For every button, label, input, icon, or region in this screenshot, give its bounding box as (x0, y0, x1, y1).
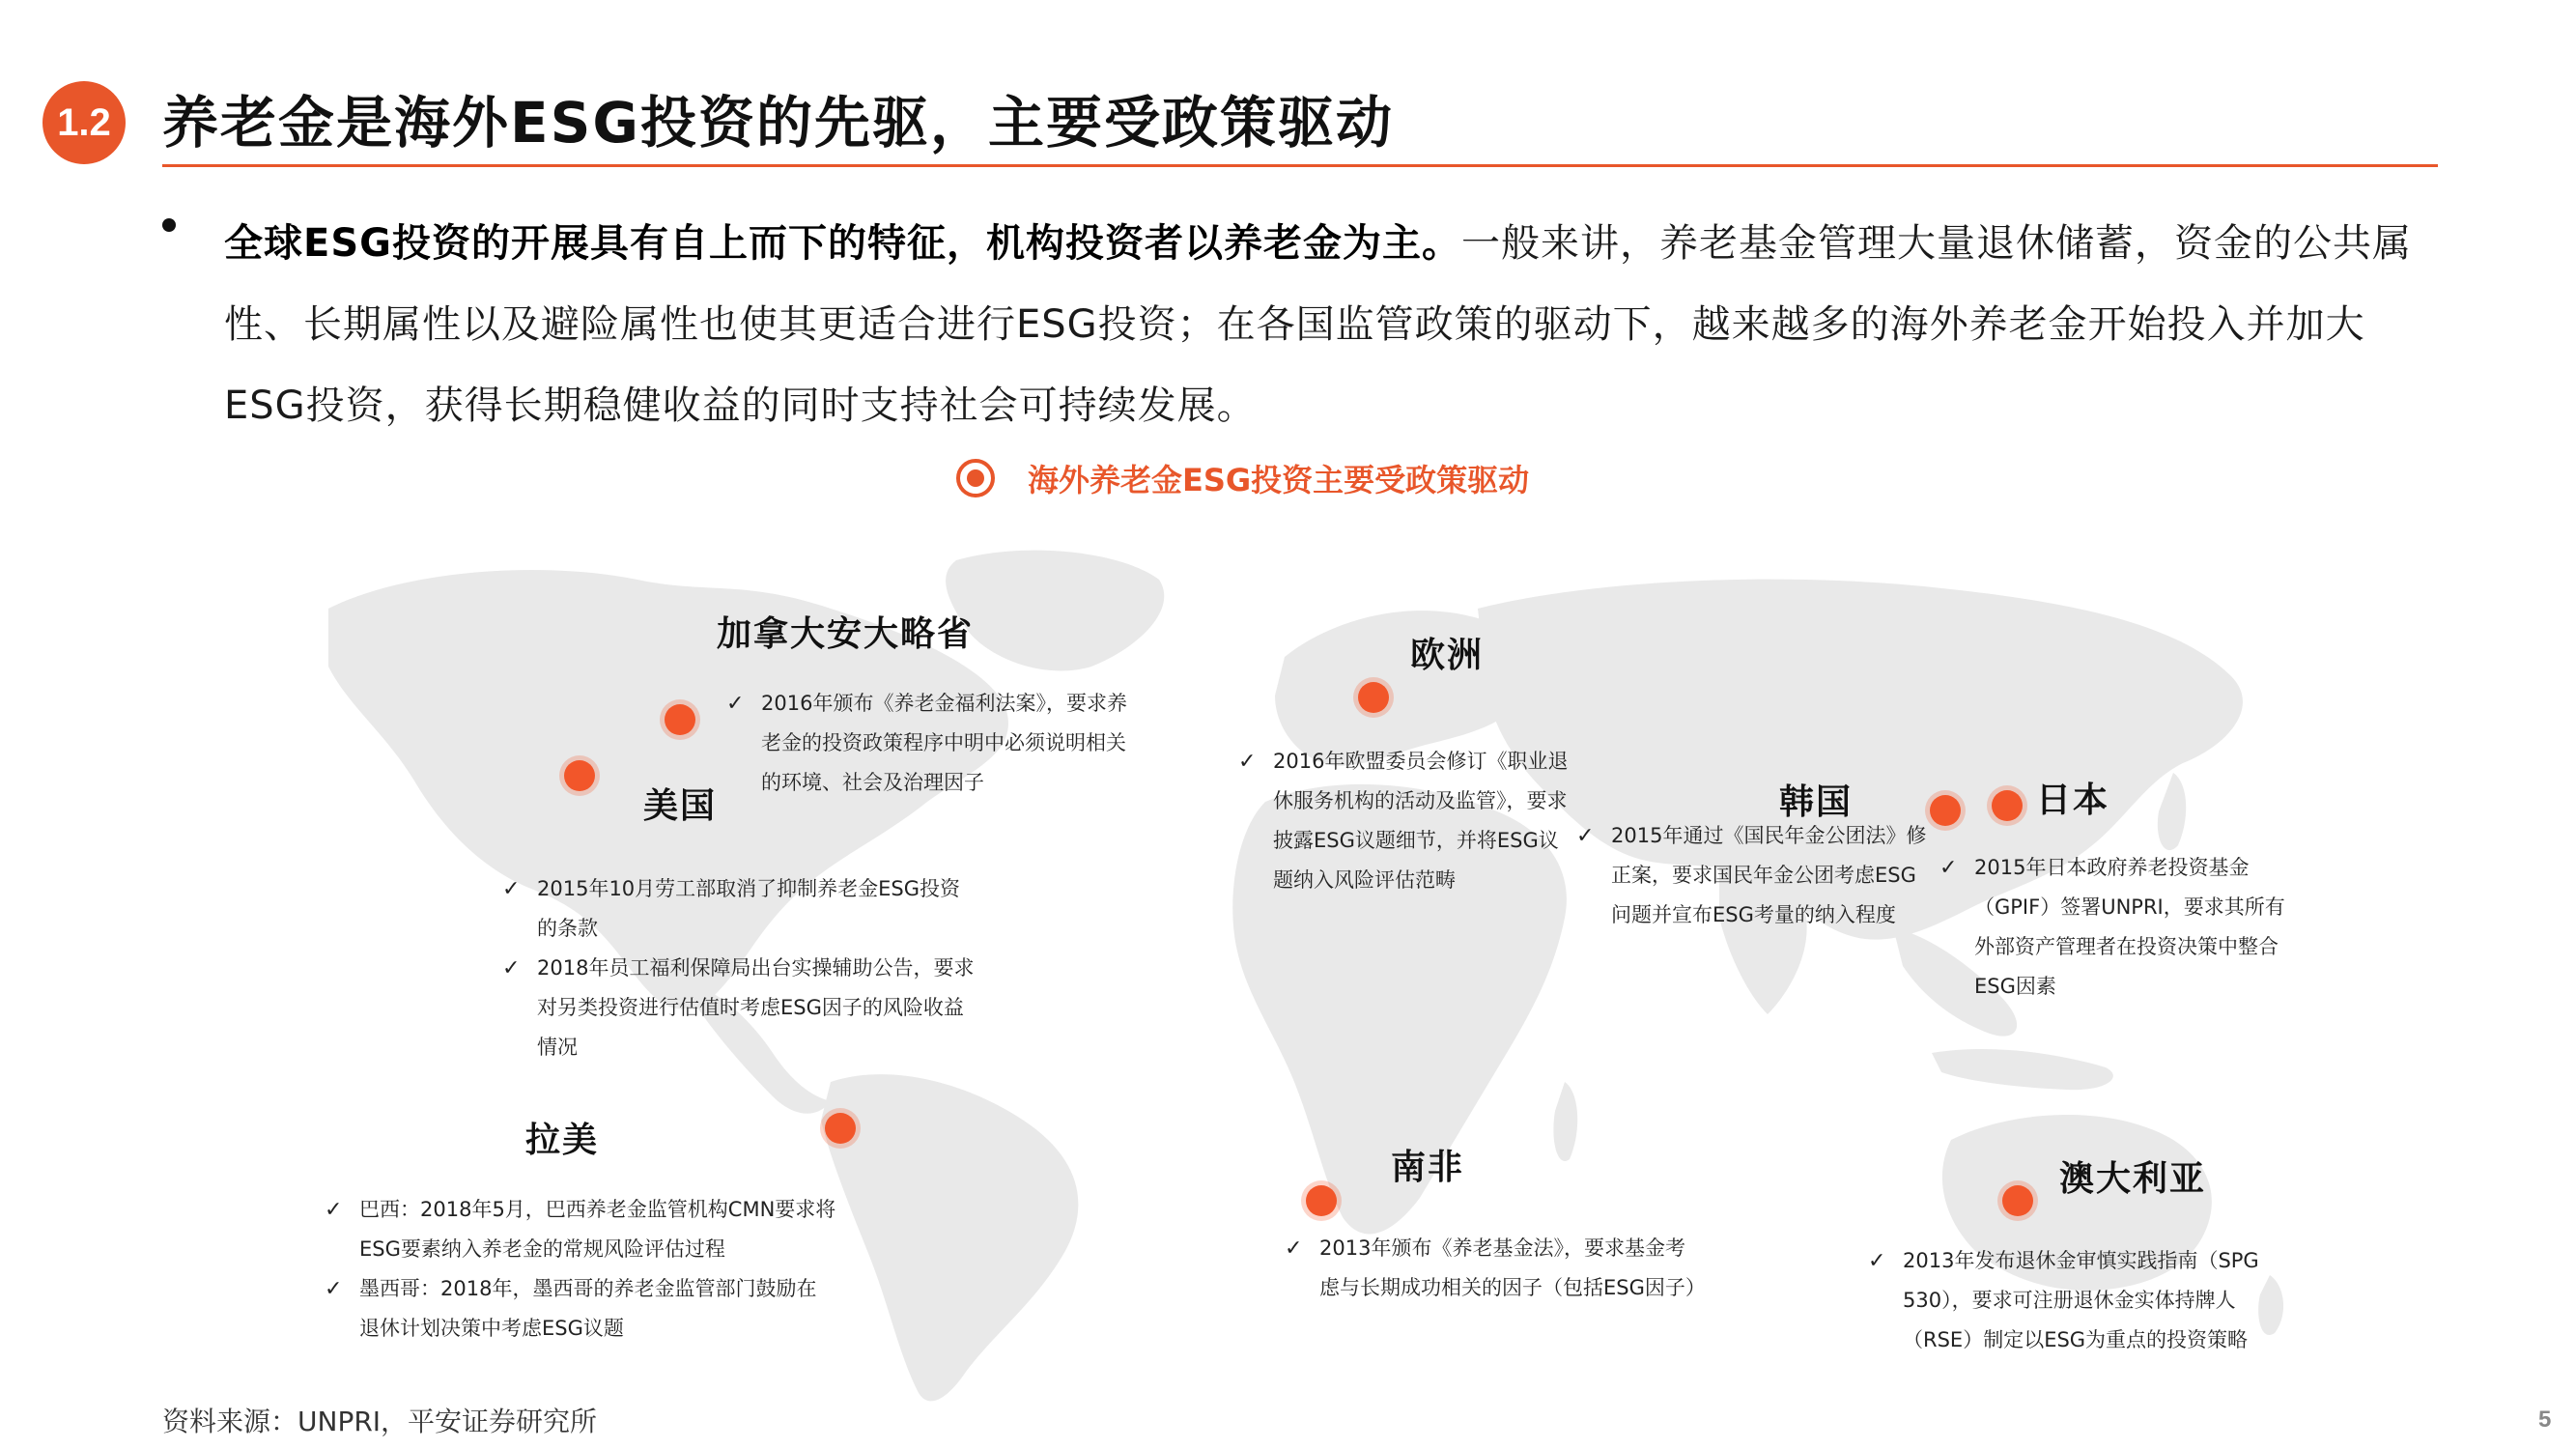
note-item (1939, 848, 2287, 1007)
section-number-badge: 1.2 (42, 81, 126, 164)
bullet-icon (162, 218, 176, 232)
note-item (325, 1190, 836, 1269)
latam-marker (825, 1113, 856, 1144)
south-africa-marker (1306, 1185, 1337, 1216)
notes-usa (502, 869, 976, 1067)
check-icon: ✓ (325, 1277, 343, 1301)
page-number: 5 (2538, 1406, 2552, 1433)
europe-marker (1358, 682, 1389, 713)
usa-marker (564, 760, 595, 791)
check-icon: ✓ (1939, 856, 1958, 880)
region-name-usa: 美国 (643, 786, 718, 826)
note-text: 2013年发布退休金审慎实践指南（SPG 530），要求可注册退休金实体持牌人（RSE）制定以ESG为重点的投资策略 (1903, 1249, 2259, 1351)
notes-latam (325, 1190, 836, 1349)
greenland-shape (946, 551, 1164, 671)
notes-south-africa (1285, 1229, 1706, 1308)
note-item (726, 684, 1132, 803)
note-text: 2015年通过《国民年金公团法》修正案，要求国民年金公团考虑ESG问题并宣布ESG考量的纳入程度 (1611, 824, 1927, 926)
title-divider (162, 164, 2438, 167)
intro-bold-text: 全球ESG投资的开展具有自上而下的特征，机构投资者以养老金为主。 (224, 221, 1461, 266)
japan-shape (2158, 773, 2186, 850)
notes-japan (1939, 848, 2287, 1007)
region-name-japan: 日本 (2036, 781, 2110, 820)
note-text: 2016年颁布《养老金福利法案》，要求养老金的投资政策程序中明中必须说明相关的环境、社会及治理因子 (761, 692, 1127, 794)
check-icon: ✓ (1285, 1236, 1303, 1261)
note-text: 2016年欧盟委员会修订《职业退休服务机构的活动及监管》，要求披露ESG议题细节，并将ESG议题纳入风险评估范畴 (1273, 750, 1569, 892)
note-item (325, 1269, 836, 1349)
chart-subtitle (956, 456, 1529, 500)
check-icon: ✓ (1868, 1249, 1886, 1273)
notes-australia (1868, 1241, 2274, 1360)
check-icon: ✓ (502, 956, 521, 980)
note-text: 2018年员工福利保障局出台实操辅助公告，要求对另类投资进行估值时考虑ESG因子的风险收益情况 (537, 956, 975, 1059)
region-name-south-africa: 南非 (1391, 1148, 1465, 1187)
note-text: 巴西：2018年5月，巴西养老金监管机构CMN要求将ESG要素纳入养老金的常规风险评估过程 (359, 1198, 836, 1261)
note-item (1285, 1229, 1706, 1308)
note-text: 2015年10月劳工部取消了抑制养老金ESG投资的条款 (537, 877, 961, 940)
source-note: 资料来源：UNPRI，平安证券研究所 (162, 1406, 598, 1437)
target-icon (956, 459, 995, 497)
korea-marker (1930, 795, 1961, 826)
intro-paragraph (224, 203, 2446, 446)
note-text: 2013年颁布《养老基金法》，要求基金考虑与长期成功相关的因子（包括ESG因子） (1319, 1236, 1706, 1299)
check-icon: ✓ (1576, 824, 1595, 848)
canada-marker (665, 704, 695, 735)
check-icon: ✓ (1238, 750, 1257, 774)
check-icon: ✓ (325, 1198, 343, 1222)
check-icon: ✓ (726, 692, 745, 716)
note-item (502, 869, 976, 949)
region-name-europe: 欧洲 (1410, 636, 1485, 675)
region-name-australia: 澳大利亚 (2059, 1159, 2207, 1199)
note-text: 2015年日本政府养老投资基金（GPIF）签署UNPRI，要求其所有外部资产管理者在投资决策中整合ESG因素 (1974, 856, 2285, 998)
notes-europe (1238, 742, 1576, 900)
madagascar-shape (1553, 1082, 1577, 1161)
intro-body-text: 一般来讲，养老基金管理大量退休储蓄，资金的公共属性、长期属性以及避险属性也使其更适合进行ESG投资；在各国监管政策的驱动下，越来越多的海外养老金开始投入并加大ESG投资，获得长期稳健收益的同时支持社会可持续发展。 (224, 221, 2412, 428)
note-text: 墨西哥：2018年，墨西哥的养老金监管部门鼓励在退休计划决策中考虑ESG议题 (359, 1277, 817, 1340)
notes-canada (726, 684, 1132, 803)
south-america-shape (821, 1074, 1078, 1401)
australia-marker (2002, 1185, 2033, 1216)
check-icon: ✓ (502, 877, 521, 901)
note-item (502, 949, 976, 1067)
region-name-canada: 加拿大安大略省 (717, 614, 975, 654)
japan-marker (1992, 790, 2023, 821)
indonesia-shape (1932, 1049, 2113, 1090)
note-item (1868, 1241, 2274, 1360)
region-name-latam: 拉美 (525, 1121, 600, 1160)
region-name-korea: 韩国 (1779, 782, 1854, 822)
subtitle-text: 海外养老金ESG投资主要受政策驱动 (1028, 462, 1530, 498)
note-item (1238, 742, 1576, 900)
notes-korea (1576, 816, 1934, 935)
note-item (1576, 816, 1934, 935)
slide-title: 养老金是海外ESG投资的先驱，主要受政策驱动 (162, 90, 1395, 156)
